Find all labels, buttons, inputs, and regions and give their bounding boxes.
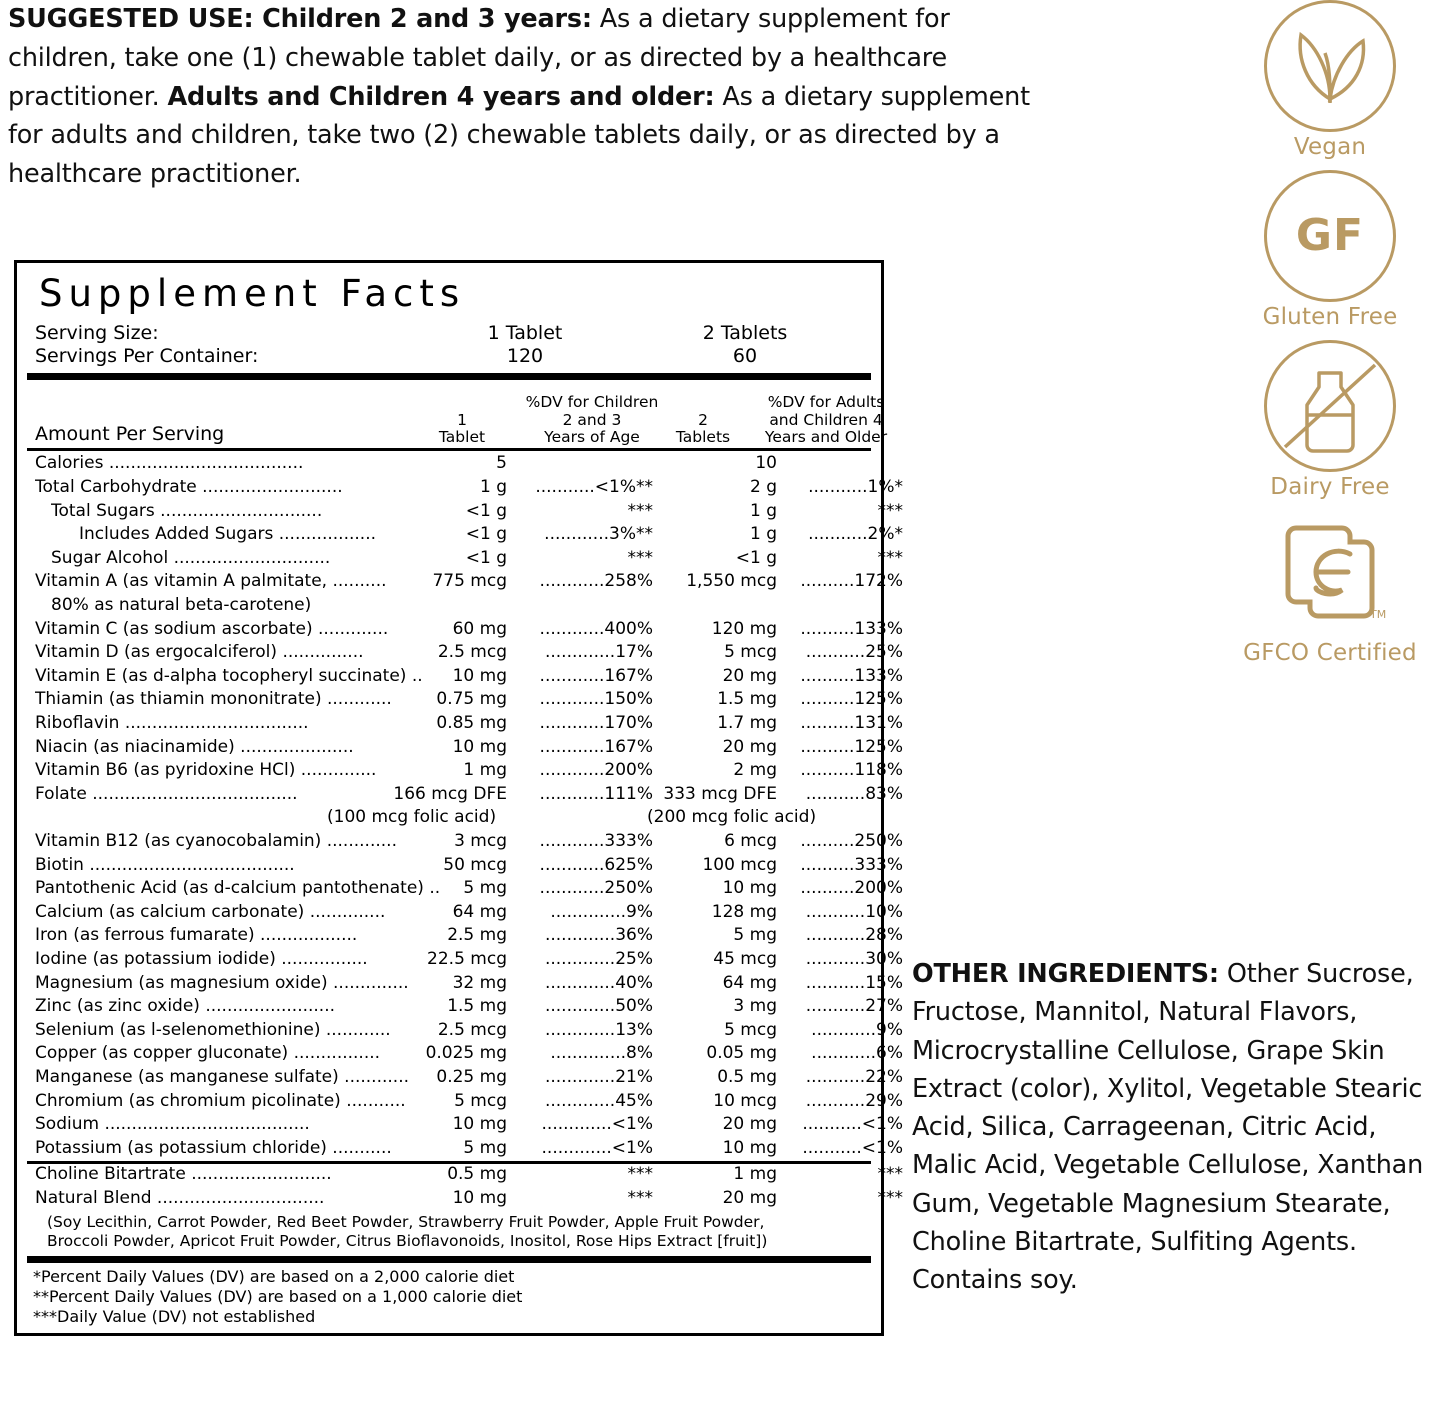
- nutrient-row: [27, 1114, 903, 1138]
- gfco-logo-box: [1266, 510, 1394, 638]
- nutrient-amount-1-tablet: 2.5 mcg: [437, 642, 507, 663]
- header-col-4: [743, 394, 909, 446]
- nutrient-amount-1-tablet: 5 mcg: [454, 1090, 507, 1111]
- nutrient-amount-1-tablet: 775 mcg: [432, 571, 507, 592]
- blend-amount-2-tablets: 20 mg: [722, 1187, 777, 1208]
- nutrient-amount-2-tablets: 45 mcg: [713, 948, 777, 969]
- blend-row: [27, 1164, 903, 1188]
- nutrient-dv-children: .............17%: [544, 642, 653, 663]
- nutrient-dv-adults: ...........1%*: [808, 477, 903, 498]
- nutrient-dv-adults: ***: [877, 500, 903, 521]
- nutrient-amount-2-tablets: 64 mg: [722, 972, 777, 993]
- suggested-use-block: [8, 0, 1053, 194]
- nutrient-dv-adults: ..........333%: [800, 854, 903, 875]
- nutrient-amount-2-tablets: 1 g: [749, 524, 777, 545]
- nutrient-dv-children: .............50%: [544, 996, 653, 1017]
- badge-gfco-label: GFCO Certified: [1243, 640, 1417, 666]
- nutrient-amount-2-tablets: 120 mg: [711, 618, 777, 639]
- blend-note-line1: (Soy Lecithin, Carrot Powder, Red Beet Powder, Strawberry Fruit Powder, Apple Fruit Powder,: [47, 1213, 765, 1232]
- nutrient-dv-adults: ...........15%: [805, 972, 903, 993]
- nutrient-row: [27, 760, 903, 784]
- dairy-free-circle: [1264, 340, 1396, 472]
- nutrient-dv-children: ***: [627, 500, 653, 521]
- nutrient-dv-children: ............111%: [539, 783, 653, 804]
- supplement-facts-panel: [14, 260, 903, 1336]
- nutrient-dv-children: ............400%: [539, 618, 653, 639]
- other-ingredients-block: [912, 955, 1437, 1299]
- nutrient-dv-adults: ..........250%: [800, 830, 903, 851]
- badge-dairy-free-label: Dairy Free: [1270, 474, 1390, 500]
- nutrient-amount-1-tablet: 22.5 mcg: [427, 948, 507, 969]
- nutrient-name: Calcium (as calcium carbonate) ..............: [35, 901, 386, 922]
- nutrient-row: [27, 783, 903, 808]
- nutrient-dv-children: ............250%: [539, 878, 653, 899]
- nutrient-dv-adults: ...........27%: [805, 996, 903, 1017]
- footnote: *Percent Daily Values (DV) are based on a 2,000 calorie diet: [33, 1266, 515, 1286]
- nutrient-amount-2-tablets: 1.5 mg: [717, 689, 777, 710]
- nutrient-name: Iodine (as potassium iodide) ................: [35, 948, 368, 969]
- svg-text:TM: TM: [1370, 608, 1387, 621]
- blend-dv-adults: ***: [877, 1164, 903, 1185]
- servings-per-container-row: [35, 345, 871, 368]
- nutrient-name: Copper (as copper gluconate) ................: [35, 1043, 381, 1064]
- nutrient-amount-1-tablet: 5 mg: [463, 1137, 507, 1158]
- nutrient-dv-adults: ..........200%: [800, 878, 903, 899]
- badge-gluten-free: [1180, 170, 1445, 330]
- nutrient-name: Magnesium (as magnesium oxide) ..............: [35, 972, 409, 993]
- nutrient-amount-2-tablets: 100 mcg: [702, 854, 777, 875]
- header-col-3-line2: Tablets: [675, 428, 731, 447]
- footnote: **Percent Daily Values (DV) are based on a 1,000 calorie diet: [33, 1286, 523, 1306]
- gf-icon: GF: [1295, 210, 1365, 261]
- nutrient-row: [27, 713, 903, 737]
- nutrient-dv-adults: ...........2%*: [808, 524, 903, 545]
- badge-vegan: [1180, 0, 1445, 160]
- nutrient-amount-2-tablets: 6 mcg: [724, 830, 777, 851]
- servings-per-container-value-2: 60: [732, 345, 758, 368]
- nutrient-row: [27, 477, 903, 501]
- leaf-icon: [1267, 3, 1393, 129]
- nutrient-row: [27, 571, 903, 595]
- suggested-use-text-adults: As a dietary supplement for adults and children, take two (2) chewable tablets daily, or as directed by a healthcare practitioner.: [8, 81, 1030, 189]
- nutrient-row: [27, 1137, 903, 1162]
- nutrient-name: Potassium (as potassium chloride) ...........: [35, 1137, 392, 1158]
- nutrient-row: [27, 901, 903, 926]
- footnotes: [33, 1267, 871, 1327]
- nutrient-amount-1-tablet: 50 mcg: [443, 854, 507, 875]
- blend-amount-1-tablet: 10 mg: [452, 1187, 507, 1208]
- suggested-use-heading-adults: Adults and Children 4 years and older:: [167, 81, 715, 112]
- nutrient-dv-children: ............167%: [539, 736, 653, 757]
- header-col-3-line1: 2: [698, 410, 708, 429]
- nutrient-amount-1-tablet: 10 mg: [452, 736, 507, 757]
- nutrient-dv-adults: ...........<1%: [802, 1114, 903, 1135]
- nutrient-amount-1-tablet: <1 g: [465, 524, 507, 545]
- badge-gfco: [1180, 510, 1445, 666]
- nutrient-dv-adults: ...........30%: [805, 948, 903, 969]
- nutrient-dv-adults: ..........172%: [800, 571, 903, 592]
- nutrient-dv-children: .............40%: [544, 972, 653, 993]
- nutrient-row: [27, 925, 903, 949]
- nutrient-row: [27, 948, 903, 973]
- blend-amount-2-tablets: 1 mg: [733, 1164, 777, 1185]
- nutrient-name: Iron (as ferrous fumarate) ..................: [35, 925, 358, 946]
- nutrient-dv-adults: ..........125%: [800, 689, 903, 710]
- amount-per-serving-label: Amount Per Serving: [35, 423, 225, 446]
- badge-dairy-free: [1180, 340, 1445, 500]
- serving-size-value-1: 1 Tablet: [487, 322, 563, 345]
- nutrient-row: [27, 642, 903, 666]
- header-col-4-line1: %DV for Adults: [767, 393, 885, 412]
- nutrient-row: [27, 1019, 903, 1044]
- nutrient-amount-1-tablet: 1 g: [479, 477, 507, 498]
- nutrient-dv-adults: ...........83%: [805, 783, 903, 804]
- nutrient-amount-1-tablet: 5 mg: [463, 878, 507, 899]
- nutrient-name: Vitamin B12 (as cyanocobalamin) .............: [35, 830, 397, 851]
- nutrient-amount-1-tablet: 5: [496, 453, 507, 474]
- nutrient-amount-1-tablet: 10 mg: [452, 1114, 507, 1135]
- nutrient-name: Riboflavin ..................................: [35, 713, 309, 733]
- nutrient-amount-2-tablets: 3 mg: [733, 996, 777, 1017]
- nutrient-dv-adults: ..........131%: [800, 713, 903, 733]
- nutrient-amount-1-tablet: 60 mg: [452, 618, 507, 639]
- nutrient-row: [27, 878, 903, 902]
- nutrient-row: [27, 453, 871, 477]
- nutrient-dv-adults: ...........10%: [805, 901, 903, 922]
- nutrient-dv-children: .............45%: [544, 1090, 653, 1111]
- nutrient-name: Pantothenic Acid (as d-calcium pantothenate) ..: [35, 878, 441, 899]
- nutrient-row: [27, 500, 903, 525]
- nutrient-amount-2-tablets: 128 mg: [711, 901, 777, 922]
- blend-rows: [27, 1164, 903, 1211]
- nutrient-dv-children: .............36%: [544, 925, 653, 946]
- nutrient-dv-adults: ..........133%: [800, 665, 903, 686]
- nutrient-amount-2-tablets: 10: [755, 453, 777, 474]
- nutrient-name: Vitamin D (as ergocalciferol) ...............: [35, 642, 364, 663]
- nutrient-dv-children: ............258%: [539, 571, 653, 592]
- nutrient-dv-children: .............13%: [544, 1019, 653, 1040]
- blend-row: [27, 1187, 903, 1212]
- nutrient-name: 80% as natural beta-carotene): [51, 595, 312, 616]
- nutrient-row: [27, 1090, 903, 1115]
- nutrient-amount-1-tablet: 0.75 mg: [436, 689, 507, 710]
- nutrient-amount-2-tablets: 10 mg: [722, 1137, 777, 1158]
- header-col-1-line2: Tablet: [438, 428, 486, 447]
- nutrient-name: Sodium ......................................: [35, 1114, 310, 1135]
- nutrient-name: Niacin (as niacinamide) .....................: [35, 736, 354, 757]
- nutrient-row: [27, 1043, 903, 1067]
- serving-size-row: [35, 322, 871, 345]
- nutrient-row: [27, 665, 903, 690]
- blend-name: Choline Bitartrate ..........................: [35, 1164, 332, 1185]
- blend-amount-1-tablet: 0.5 mg: [447, 1164, 507, 1185]
- blend-dv-children: ***: [627, 1187, 653, 1208]
- nutrient-amount-2-tablets: 1,550 mcg: [686, 571, 777, 592]
- nutrient-name: Vitamin B6 (as pyridoxine HCl) ..............: [35, 760, 377, 781]
- nutrient-name: Selenium (as l-selenomethionine) ............: [35, 1019, 391, 1040]
- serving-size-value-2: 2 Tablets: [702, 322, 788, 345]
- vegan-circle: [1264, 0, 1396, 132]
- nutrient-dv-children: ..............9%: [550, 901, 653, 922]
- nutrient-amount-1-tablet: 1.5 mg: [447, 996, 507, 1017]
- gfco-logo-icon: [1266, 510, 1394, 638]
- column-headers: [27, 382, 888, 448]
- nutrient-amount-2-tablets: 0.5 mg: [717, 1066, 777, 1087]
- blend-dv-adults: ***: [877, 1187, 903, 1208]
- nutrient-dv-adults: ............6%: [811, 1043, 903, 1064]
- servings-per-container-label: Servings Per Container:: [35, 345, 259, 368]
- header-col-1: [427, 412, 497, 447]
- nutrient-row: [27, 996, 903, 1020]
- nutrient-subnote-1: (100 mcg folic acid): [327, 807, 497, 828]
- nutrient-name: Total Carbohydrate ..........................: [35, 477, 343, 498]
- nutrient-dv-children: ............170%: [539, 713, 653, 733]
- header-col-4-line3: Years and Older: [764, 428, 888, 447]
- nutrient-row: [27, 854, 903, 879]
- nutrient-amount-2-tablets: 1.7 mg: [717, 713, 777, 733]
- nutrient-amount-1-tablet: 2.5 mg: [447, 925, 507, 946]
- nutrient-name: Folate ......................................: [35, 783, 298, 804]
- nutrient-amount-2-tablets: 333 mcg DFE: [663, 783, 777, 804]
- blend-name: Natural Blend ...............................: [35, 1187, 325, 1208]
- nutrient-row: [27, 1066, 903, 1091]
- nutrient-row: [27, 689, 903, 713]
- nutrient-amount-2-tablets: 0.05 mg: [706, 1043, 777, 1064]
- nutrient-name: Manganese (as manganese sulfate) ............: [35, 1066, 410, 1087]
- nutrient-amount-2-tablets: 10 mg: [722, 878, 777, 899]
- nutrient-amount-2-tablets: 20 mg: [722, 665, 777, 686]
- nutrient-name: Thiamin (as thiamin mononitrate) ............: [35, 689, 392, 710]
- nutrient-subnote-2: (200 mcg folic acid): [647, 807, 817, 828]
- nutrient-name: Chromium (as chromium picolinate) ...........: [35, 1090, 406, 1111]
- nutrient-row: [27, 736, 903, 761]
- gluten-free-circle: [1264, 170, 1396, 302]
- nutrient-name: Vitamin E (as d-alpha tocopheryl succinate) ..: [35, 665, 423, 686]
- nutrient-name: Vitamin A (as vitamin A palmitate, ..........: [35, 571, 387, 592]
- nutrient-name: Calories ....................................: [35, 453, 304, 474]
- certification-badges: [1180, 0, 1445, 676]
- header-col-1-line1: 1: [457, 410, 467, 429]
- other-ingredients-heading: OTHER INGREDIENTS:: [912, 959, 1219, 989]
- header-col-2: [497, 394, 687, 446]
- nutrient-dv-adults: ...........25%: [805, 642, 903, 663]
- nutrient-amount-2-tablets: 10 mcg: [713, 1090, 777, 1111]
- nutrient-dv-adults: ...........29%: [805, 1090, 903, 1111]
- nutrient-amount-1-tablet: 10 mg: [452, 665, 507, 686]
- nutrient-dv-children: .............<1%: [541, 1137, 653, 1158]
- nutrient-row: [27, 830, 903, 855]
- nutrient-amount-2-tablets: 20 mg: [722, 736, 777, 757]
- header-col-2-line3: Years of Age: [544, 428, 640, 447]
- nutrient-dv-adults: ...........22%: [805, 1066, 903, 1087]
- suggested-use-heading-children: SUGGESTED USE: Children 2 and 3 years:: [8, 4, 592, 34]
- nutrient-dv-adults: ..........125%: [800, 736, 903, 757]
- nutrient-amount-1-tablet: 3 mcg: [454, 830, 507, 851]
- nutrient-name: Biotin ......................................: [35, 854, 295, 875]
- other-ingredients-text: Other Sucrose, Fructose, Mannitol, Natural Flavors, Microcrystalline Cellulose, Grape Skin Extract (color), Xylitol, Vegetable Stearic Acid, Silica, Carrageenan, Citric Acid, Malic Acid, Vegetable Cellulose, Xanthan Gum, Vegetable Magnesium Stearate, Choline Bitartrate, Sulfiting Agents. Contains soy.: [912, 959, 1424, 1295]
- nutrient-amount-2-tablets: 20 mg: [722, 1114, 777, 1135]
- nutrient-amount-2-tablets: 2 mg: [733, 760, 777, 781]
- nutrient-dv-adults: ..........118%: [800, 760, 903, 781]
- nutrient-name: Zinc (as zinc oxide) ........................: [35, 996, 336, 1017]
- nutrient-amount-1-tablet: 0.85 mg: [436, 713, 507, 733]
- nutrient-name: Includes Added Sugars ..................: [79, 524, 377, 545]
- nutrient-dv-children: ..............8%: [550, 1043, 653, 1064]
- divider-thick-top: [27, 373, 871, 380]
- nutrient-name: Sugar Alcohol .............................: [51, 547, 331, 568]
- nutrient-row: [27, 618, 903, 643]
- nutrient-dv-children: .............<1%: [541, 1114, 653, 1135]
- blend-note: [47, 1213, 871, 1250]
- nutrient-dv-children: .............25%: [544, 948, 653, 969]
- nutrient-dv-children: ............200%: [539, 760, 653, 781]
- nutrient-amount-1-tablet: 0.25 mg: [436, 1066, 507, 1087]
- nutrient-dv-adults: ...........28%: [805, 925, 903, 946]
- footnote: ***Daily Value (DV) not established: [33, 1306, 316, 1326]
- no-milk-bottle-icon: [1267, 343, 1393, 469]
- blend-note-line2: Broccoli Powder, Apricot Fruit Powder, Citrus Bioflavonoids, Inositol, Rose Hips Extract [fruit]): [47, 1232, 768, 1251]
- nutrient-name: Vitamin C (as sodium ascorbate) .............: [35, 618, 389, 639]
- nutrient-amount-1-tablet: <1 g: [465, 547, 507, 568]
- blend-dv-children: ***: [627, 1164, 653, 1185]
- nutrient-amount-1-tablet: 2.5 mcg: [437, 1019, 507, 1040]
- nutrient-name: Total Sugars ..............................: [51, 500, 323, 521]
- nutrient-dv-children: ...........<1%**: [535, 477, 653, 498]
- nutrient-dv-adults: ............9%: [811, 1019, 903, 1040]
- nutrient-dv-children: ............625%: [539, 854, 653, 875]
- nutrient-dv-adults: ..........133%: [800, 618, 903, 639]
- nutrient-rows: [27, 451, 903, 1161]
- nutrient-amount-1-tablet: <1 g: [465, 500, 507, 521]
- nutrient-dv-children: ............150%: [539, 689, 653, 710]
- servings-per-container-value-1: 120: [506, 345, 544, 368]
- nutrient-row: [27, 547, 903, 572]
- nutrient-amount-2-tablets: <1 g: [735, 547, 777, 568]
- serving-size-label: Serving Size:: [35, 322, 159, 345]
- nutrient-amount-2-tablets: 5 mg: [733, 925, 777, 946]
- nutrient-dv-children: ............3%**: [544, 524, 653, 545]
- nutrient-amount-1-tablet: 0.025 mg: [425, 1043, 507, 1064]
- nutrient-amount-2-tablets: 5 mcg: [724, 1019, 777, 1040]
- nutrient-row: [27, 972, 903, 997]
- nutrient-dv-adults: ...........<1%: [802, 1137, 903, 1158]
- header-col-2-line2: 2 and 3: [562, 410, 622, 429]
- nutrient-row: [27, 595, 871, 619]
- nutrient-amount-1-tablet: 1 mg: [463, 760, 507, 781]
- nutrient-dv-children: ............167%: [539, 665, 653, 686]
- nutrient-amount-2-tablets: 2 g: [749, 477, 777, 498]
- nutrient-amount-1-tablet: 32 mg: [452, 972, 507, 993]
- nutrient-row: [27, 524, 903, 548]
- nutrient-dv-children: ............333%: [539, 830, 653, 851]
- header-col-2-line1: %DV for Children: [525, 393, 659, 412]
- nutrient-amount-2-tablets: 1 g: [749, 500, 777, 521]
- divider-thick-bottom: [27, 1256, 871, 1263]
- suggested-use-text-children: As a dietary supplement for children, take one (1) chewable tablet daily, or as directed by a healthcare practitioner.: [8, 4, 950, 112]
- nutrient-dv-adults: ***: [877, 547, 903, 568]
- nutrient-row: [27, 807, 871, 831]
- badge-gluten-free-label: Gluten Free: [1262, 304, 1398, 330]
- nutrient-dv-children: ***: [627, 547, 653, 568]
- supplement-facts-title: Supplement Facts: [39, 272, 466, 315]
- nutrient-amount-1-tablet: 64 mg: [452, 901, 507, 922]
- nutrient-amount-1-tablet: 166 mcg DFE: [393, 783, 507, 804]
- header-col-3: [663, 412, 743, 447]
- nutrient-dv-children: .............21%: [544, 1066, 653, 1087]
- badge-vegan-label: Vegan: [1293, 134, 1367, 160]
- nutrient-amount-2-tablets: 5 mcg: [724, 642, 777, 663]
- header-col-4-line2: and Children 4: [769, 410, 883, 429]
